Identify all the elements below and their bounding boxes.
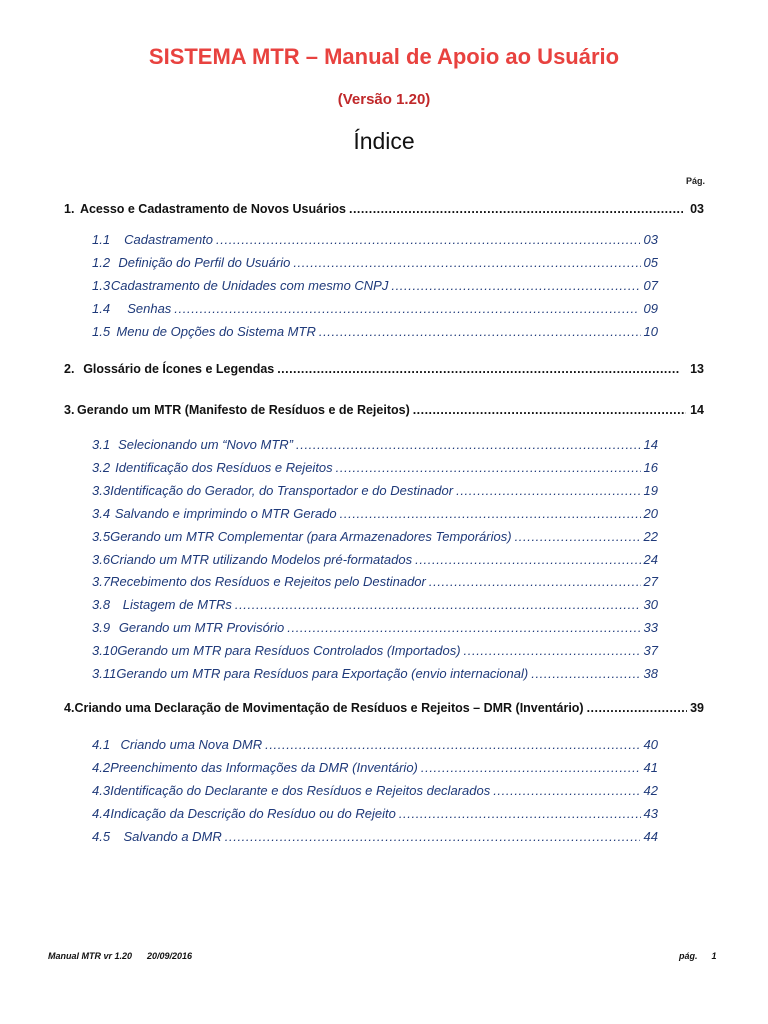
toc-section-page: 13 — [690, 362, 704, 376]
toc-section-title: Acesso e Cadastramento de Novos Usuários — [79, 202, 347, 216]
dot-leader — [336, 460, 641, 475]
toc-subsection-title: Recebimento dos Resíduos e Rejeitos pelo Destinador — [110, 574, 426, 590]
toc-subsection-title: Criando um MTR utilizando Modelos pré-formatados — [110, 551, 413, 567]
toc-subsection-page: 07 — [643, 277, 658, 293]
toc-subsection-page: 30 — [643, 597, 658, 613]
dot-leader — [349, 202, 683, 216]
toc-section-number: 2. — [64, 362, 75, 376]
toc-subsection-3-11[interactable] — [92, 666, 658, 684]
toc-subsection-title: Cadastramento — [124, 232, 214, 247]
toc-subsection-3-5[interactable] — [92, 529, 658, 547]
toc-subsection-page: 43 — [643, 805, 658, 821]
toc-subsection-number: 3.10 — [92, 643, 118, 659]
dot-leader — [287, 620, 640, 635]
dot-leader — [216, 232, 640, 247]
dot-leader — [413, 403, 687, 417]
dot-leader — [340, 506, 641, 521]
dot-leader — [515, 529, 641, 544]
toc-section-4[interactable] — [64, 701, 704, 719]
toc-subsection-page: 05 — [643, 254, 658, 270]
footer-date: 20/09/2016 — [147, 951, 193, 961]
toc-subsection-number: 4.2 — [92, 759, 111, 775]
toc-subsection-page: 16 — [643, 459, 658, 475]
toc-subsection-title: Identificação do Declarante e dos Resíduos e Rejeitos declarados — [110, 782, 491, 798]
footer-page-number: 1 — [711, 951, 717, 961]
dot-leader — [391, 278, 640, 293]
toc-subsection-title: Preenchimento das Informações da DMR (Inventário) — [110, 759, 418, 775]
toc-subsection-number: 4.3 — [92, 782, 111, 798]
footer-document-name: Manual MTR vr 1.20 — [48, 951, 133, 961]
dot-leader — [493, 783, 640, 798]
toc-subsection-3-1[interactable] — [92, 437, 658, 455]
document-title: SISTEMA MTR – Manual de Apoio ao Usuário — [148, 44, 620, 69]
toc-subsection-1-4[interactable] — [92, 301, 658, 319]
toc-subsection-1-1[interactable] — [92, 232, 658, 250]
toc-subsection-3-8[interactable] — [92, 597, 658, 615]
dot-leader — [225, 829, 640, 844]
toc-subsection-3-7[interactable] — [92, 574, 658, 592]
toc-subsection-number: 1.4 — [92, 300, 111, 316]
footer-page-label: pág. — [679, 951, 698, 961]
toc-section-page: 39 — [690, 701, 704, 715]
toc-subsection-title: Gerando um MTR para Resíduos para Exportação (envio internacional) — [116, 666, 529, 681]
toc-subsection-page: 09 — [643, 300, 658, 316]
toc-subsection-number: 3.9 — [92, 620, 111, 636]
toc-subsection-number: 3.1 — [92, 437, 111, 452]
toc-subsection-3-10[interactable] — [92, 643, 658, 661]
toc-subsection-page: 37 — [643, 643, 658, 659]
toc-subsection-4-5[interactable] — [92, 829, 658, 847]
toc-subsection-page: 03 — [643, 232, 658, 247]
toc-subsection-page: 38 — [643, 666, 658, 681]
toc-section-page: 14 — [690, 403, 704, 417]
toc-subsection-3-3[interactable] — [92, 483, 658, 501]
toc-subsection-title: Identificação dos Resíduos e Rejeitos — [115, 459, 333, 475]
page-column-header: Pág. — [686, 176, 706, 186]
toc-section-number: 3. — [64, 403, 75, 417]
toc-subsection-title: Salvando e imprimindo o MTR Gerado — [114, 505, 337, 521]
toc-subsection-title: Senhas — [127, 300, 172, 316]
toc-subsection-title: Listagem de MTRs — [122, 597, 232, 613]
dot-leader — [464, 643, 641, 658]
toc-subsection-number: 1.2 — [92, 254, 111, 270]
toc-subsection-page: 40 — [643, 737, 658, 752]
dot-leader — [277, 362, 679, 376]
toc-subsection-number: 3.4 — [92, 505, 111, 521]
toc-subsection-title: Gerando um MTR Complementar (para Armazenadores Temporários) — [110, 528, 512, 544]
dot-leader — [456, 483, 640, 498]
toc-subsection-number: 3.5 — [92, 528, 111, 544]
toc-subsection-number: 1.1 — [92, 232, 111, 247]
toc-subsection-page: 22 — [643, 528, 658, 544]
toc-subsection-title: Menu de Opções do Sistema MTR — [116, 323, 316, 339]
dot-leader — [293, 255, 640, 270]
dot-leader — [174, 301, 638, 316]
toc-subsection-title: Identificação do Gerador, do Transportador e do Destinador — [110, 482, 454, 498]
toc-subsection-number: 3.3 — [92, 482, 111, 498]
toc-section-page: 03 — [690, 202, 704, 216]
toc-subsection-title: Gerando um MTR Provisório — [118, 620, 285, 636]
dot-leader — [587, 701, 687, 715]
toc-section-2[interactable] — [64, 362, 704, 380]
toc-section-number: 1. — [64, 202, 75, 216]
toc-subsection-number: 3.11 — [92, 666, 117, 681]
toc-subsection-page: 19 — [643, 482, 658, 498]
dot-leader — [235, 597, 640, 612]
toc-subsection-number: 3.6 — [92, 551, 111, 567]
toc-subsection-page: 41 — [643, 759, 658, 775]
toc-subsection-4-2[interactable] — [92, 760, 658, 778]
toc-subsection-page: 20 — [643, 505, 658, 521]
toc-subsection-number: 4.1 — [92, 737, 111, 752]
toc-subsection-number: 4.5 — [92, 828, 111, 844]
toc-subsection-3-9[interactable] — [92, 620, 658, 638]
toc-subsection-number: 4.4 — [92, 805, 111, 821]
dot-leader — [429, 574, 641, 589]
dot-leader — [531, 666, 640, 681]
toc-subsection-title: Definição do Perfil do Usuário — [118, 254, 291, 270]
toc-subsection-number: 1.3 — [92, 277, 111, 293]
toc-subsection-title: Selecionando um “Novo MTR” — [118, 437, 293, 452]
toc-subsection-3-6[interactable] — [92, 552, 658, 570]
toc-section-3[interactable] — [64, 403, 704, 421]
dot-leader — [415, 552, 640, 567]
dot-leader — [399, 806, 641, 821]
toc-subsection-number: 3.7 — [92, 574, 111, 590]
toc-subsection-page: 44 — [643, 828, 658, 844]
toc-subsection-4-3[interactable] — [92, 783, 658, 801]
dot-leader — [319, 324, 641, 339]
toc-subsection-page: 27 — [643, 574, 658, 590]
toc-subsection-number: 1.5 — [92, 323, 111, 339]
toc-subsection-number: 3.2 — [92, 459, 111, 475]
index-heading: Índice — [353, 128, 415, 154]
toc-section-title: Gerando um MTR (Manifesto de Resíduos e de Rejeitos) — [77, 403, 410, 417]
dot-leader — [265, 737, 640, 752]
toc-subsection-title: Salvando a DMR — [123, 828, 222, 844]
toc-subsection-1-3[interactable] — [92, 278, 658, 296]
toc-subsection-title: Cadastramento de Unidades com mesmo CNPJ — [110, 277, 389, 293]
toc-subsection-title: Criando uma Nova DMR — [120, 737, 263, 752]
toc-subsection-title: Gerando um MTR para Resíduos Controlados (Importados) — [117, 643, 461, 659]
dot-leader — [421, 760, 641, 775]
toc-section-1[interactable] — [64, 202, 704, 220]
toc-subsection-4-4[interactable] — [92, 806, 658, 824]
toc-subsection-3-4[interactable] — [92, 506, 658, 524]
toc-subsection-number: 3.8 — [92, 597, 111, 613]
toc-subsection-3-2[interactable] — [92, 460, 658, 478]
toc-subsection-page: 42 — [643, 782, 658, 798]
toc-subsection-1-2[interactable] — [92, 255, 658, 273]
toc-subsection-title: Indicação da Descrição do Resíduo ou do Rejeito — [110, 805, 396, 821]
toc-subsection-page: 10 — [643, 323, 658, 339]
toc-section-title: Criando uma Declaração de Movimentação de Resíduos e Rejeitos – DMR (Inventário) — [74, 701, 584, 715]
toc-section-title: Glossário de Ícones e Legendas — [83, 362, 275, 376]
footer-page — [679, 951, 717, 961]
toc-subsection-page: 33 — [643, 620, 658, 636]
document-version: (Versão 1.20) — [337, 91, 431, 108]
toc-subsection-1-5[interactable] — [92, 324, 658, 342]
toc-subsection-page: 14 — [643, 437, 658, 452]
dot-leader — [296, 437, 641, 452]
toc-subsection-4-1[interactable] — [92, 737, 658, 755]
toc-section-number: 4. — [64, 701, 75, 715]
toc-subsection-page: 24 — [643, 551, 658, 567]
